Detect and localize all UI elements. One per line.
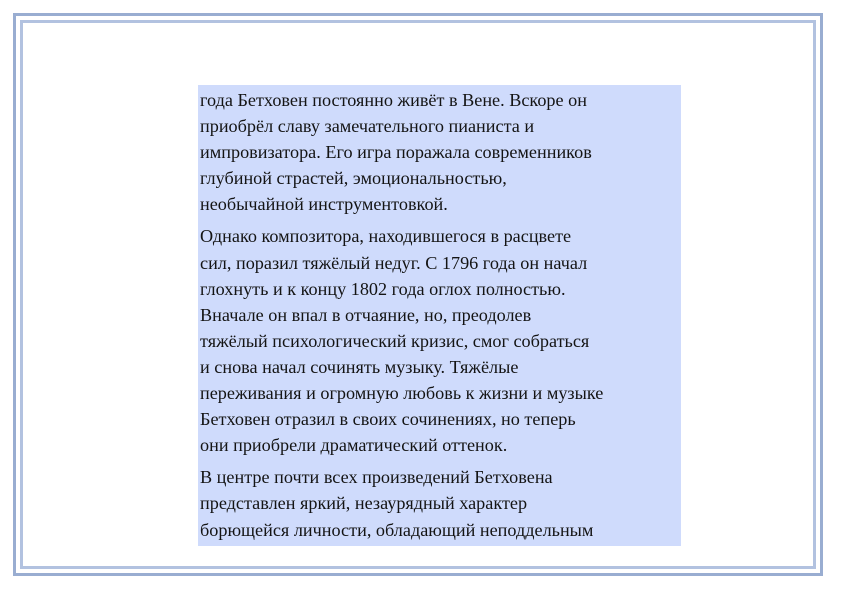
text-line: Бетховен отразил в своих сочинениях, но теперь [200, 409, 576, 430]
text-line: Вначале он впал в отчаяние, но, преодолев [200, 304, 532, 325]
paragraph-2 [200, 223, 679, 458]
text-line: сил, поразил тяжёлый недуг. С 1796 года он начал [200, 252, 588, 273]
text-line: импровизатора. Его игра поражала современников [200, 142, 592, 163]
text-line: необычайной инструментовкой. [200, 194, 448, 215]
text-line: В центре почти всех произведений Бетховена [200, 467, 553, 488]
text-line: представлен яркий, незаурядный характер [200, 493, 528, 514]
text-line: приобрёл славу замечательного пианиста и [200, 116, 535, 137]
text-line: они приобрели драматический оттенок. [200, 435, 508, 456]
paragraph-3 [200, 464, 679, 542]
text-line: переживания и огромную любовь к жизни и музыке [200, 383, 604, 404]
text-line: года Бетховен постоянно живёт в Вене. Вскоре он [200, 90, 587, 110]
text-line: и снова начал сочинять музыку. Тяжёлые [200, 356, 519, 377]
text-line: борющейся личности, обладающий неподдельным [200, 519, 594, 540]
text-line: Однако композитора, находившегося в расцвете [200, 226, 572, 247]
text-line: тяжёлый психологический кризис, смог собраться [200, 330, 590, 351]
paragraph-1 [200, 87, 679, 217]
text-line: глубиной страстей, эмоциональностью, [200, 168, 507, 189]
text-line: глохнуть и к концу 1802 года оглох полностью. [200, 278, 566, 299]
body-text-box[interactable] [198, 85, 681, 546]
